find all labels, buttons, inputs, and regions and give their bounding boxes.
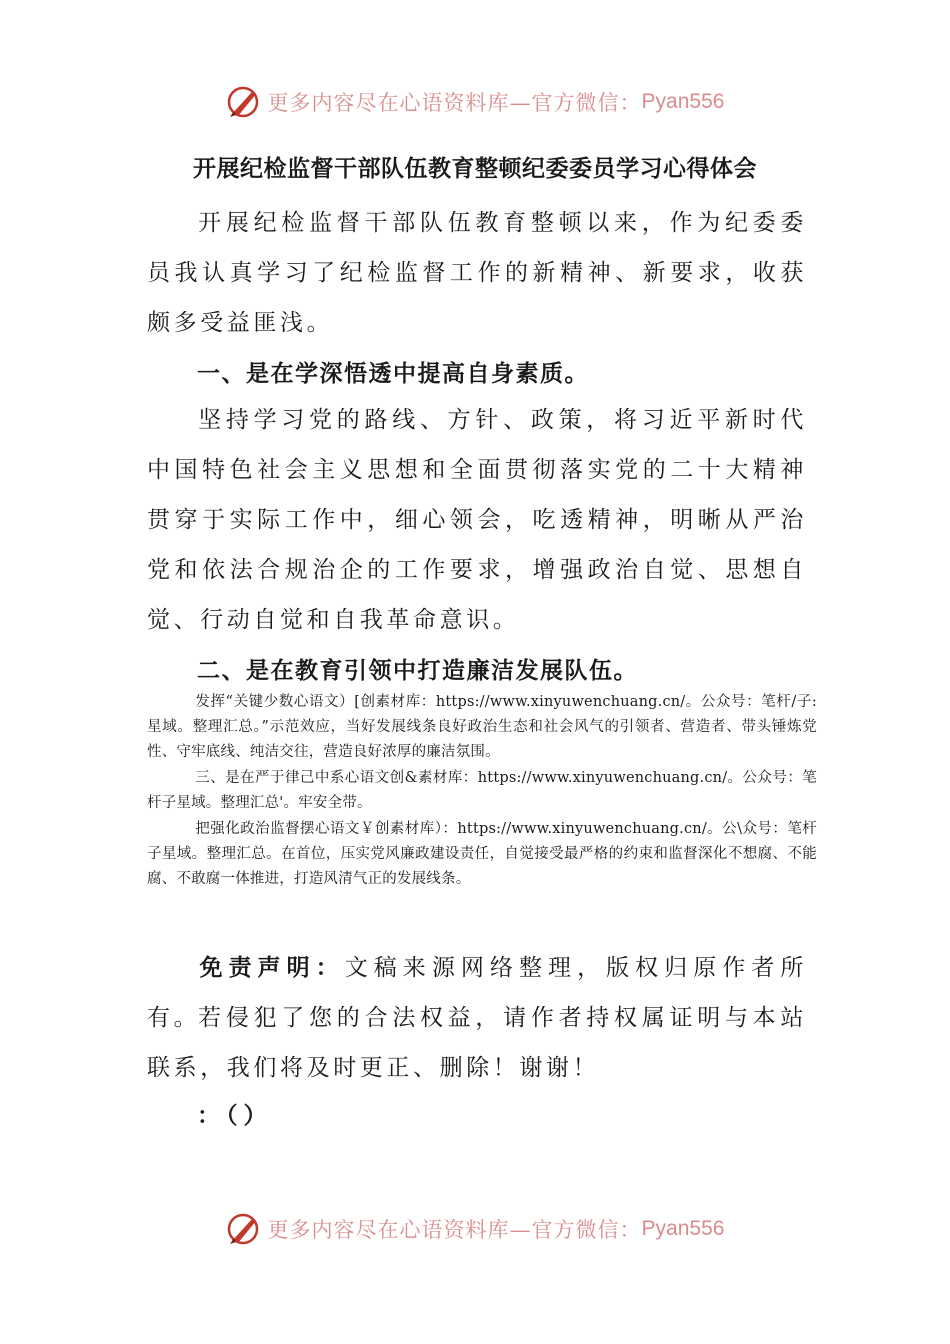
small3-text: 把强化政治监督摆心语文￥创素材库）：https://www.xinyuwenchuang.cn/。公\众号：笔杆子星域。整理汇总。在首位，压实党风廉政建设责任，自觉接受最严格的约束和监督深化不想腐、不能腐、不敢腐一体推进，打造风清气正的发展线条。 (147, 821, 817, 887)
banner-text: 更多内容尽在心语资料库—官方微信： (267, 91, 642, 115)
small2-text: 三、是在严于律己中系心语文创&素材库：https://www.xinyuwenchuang.cn/。公众号：笔杆子星域。整理汇总'。牢安全带。 (147, 770, 817, 811)
intro-paragraph (147, 198, 807, 348)
disclaimer-label: 免责声明： (197, 955, 345, 981)
banner-text: 更多内容尽在心语资料库—官方微信： (267, 1218, 642, 1242)
banner-wechat: Pyan556 (641, 1217, 725, 1240)
disclaimer-text-2: 若侵犯了您的合法权益，请作者持权属证明与本站联系，我们将及时更正、删除！谢谢！ (147, 1005, 807, 1081)
footer-banner (0, 1209, 950, 1249)
small1-text: 发挥“关键少数心语文）[创素材库：https://www.xinyuwenchuang.cn/。公众号：笔杆/子:星域。整理汇总。”示范效应，当好发展线条良好政治生态和社会风气的引领者、营造者、带头锤炼党性、守牢底线、纯洁交往，营造良好浓厚的廉洁氛围。 (147, 694, 817, 760)
para1-text: 坚持学习党的路线、方针、政策，将习近平新时代中国特色社会主义思想和全面贯彻落实党的二十大精神贯穿于实际工作中，细心领会，吃透精神，明晰从严治党和依法合规治企的工作要求，增强政治自觉、思想自觉、行动自觉和自我革命意识。 (147, 407, 807, 633)
document-title: 开展纪检监督干部队伍教育整顿纪委委员学习心得体会 (193, 156, 757, 182)
empty-placeholder: ：（） (197, 1103, 273, 1129)
small-paragraph-2 (147, 766, 817, 816)
pen-logo-icon (226, 84, 262, 120)
disclaimer-text-1: 文稿来源网络整理，版权归原作者所有。 (147, 955, 807, 1031)
section-paragraph-1 (147, 395, 807, 645)
banner-wechat: Pyan556 (641, 90, 725, 113)
small-paragraph-1 (147, 690, 817, 765)
intro-text: 开展纪检监督干部队伍教育整顿以来，作为纪委委员我认真学习了纪检监督工作的新精神、新要求，收获颇多受益匪浅。 (147, 210, 807, 336)
section-heading-2: 二、是在教育引领中打造廉洁发展队伍。 (197, 658, 638, 684)
section-heading-1: 一、是在学深悟透中提高自身素质。 (197, 361, 589, 387)
disclaimer-line-2 (147, 993, 807, 1093)
small-paragraph-3 (147, 817, 817, 892)
header-banner (0, 82, 950, 122)
pen-logo-icon (226, 1211, 262, 1247)
